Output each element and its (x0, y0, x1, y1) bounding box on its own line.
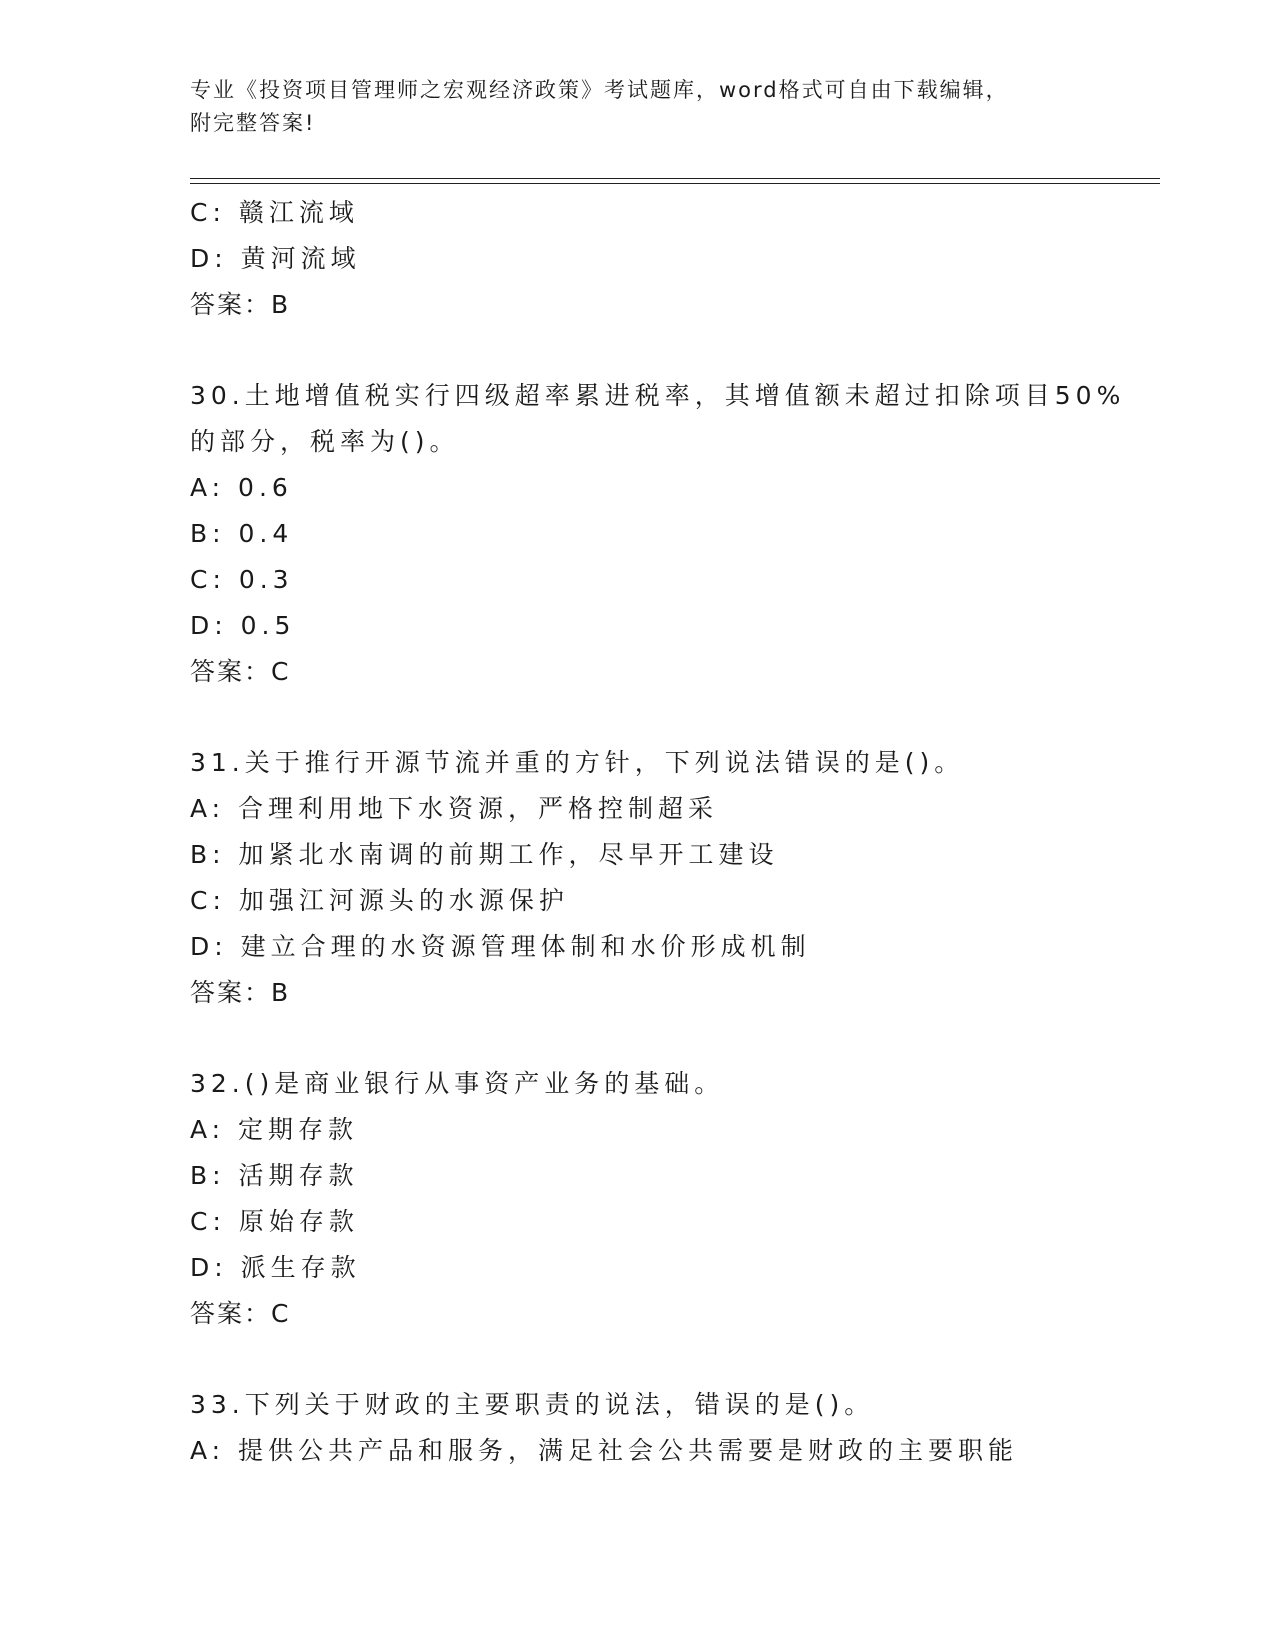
question-30 (190, 373, 1150, 695)
option-b: B: 活期存款 (190, 1161, 359, 1190)
option-c: C: 原始存款 (190, 1207, 359, 1236)
header-line-2: 附完整答案! (190, 111, 316, 135)
question-list (190, 190, 1150, 1474)
spacer (190, 695, 1150, 740)
answer: 答案：B (190, 290, 291, 319)
option-d: D: 0.5 (190, 611, 296, 640)
question-stem-continued: 的部分，税率为()。 (190, 427, 460, 456)
option-b: B: 加紧北水南调的前期工作，尽早开工建设 (190, 840, 779, 869)
answer: 答案：C (190, 657, 291, 686)
question-block-prev (190, 190, 1150, 328)
answer: 答案：B (190, 978, 291, 1007)
spacer (190, 1016, 1150, 1061)
option-d: D: 建立合理的水资源管理体制和水价形成机制 (190, 932, 811, 961)
question-32 (190, 1061, 1150, 1337)
answer: 答案：C (190, 1299, 291, 1328)
option-a: A: 0.6 (190, 473, 293, 502)
option-a: A: 提供公共产品和服务，满足社会公共需要是财政的主要职能 (190, 1436, 1019, 1465)
option-b: B: 0.4 (190, 519, 294, 548)
header-rule-bottom (190, 183, 1160, 184)
spacer (190, 328, 1150, 373)
option-c: C: 加强江河源头的水源保护 (190, 886, 569, 915)
header-rule-top (190, 178, 1160, 179)
question-stem: 33.下列关于财政的主要职责的说法，错误的是()。 (190, 1390, 875, 1419)
question-31 (190, 740, 1150, 1016)
question-stem: 32.()是商业银行从事资产业务的基础。 (190, 1069, 725, 1098)
option-c: C: 0.3 (190, 565, 294, 594)
option-a: A: 合理利用地下水资源，严格控制超采 (190, 794, 719, 823)
question-33 (190, 1382, 1150, 1474)
question-stem: 30.土地增值税实行四级超率累进税率，其增值额未超过扣除项目50% (190, 381, 1126, 410)
question-stem: 31.关于推行开源节流并重的方针，下列说法错误的是()。 (190, 748, 965, 777)
option-c: C: 赣江流域 (190, 198, 359, 227)
spacer (190, 1337, 1150, 1382)
option-d: D: 黄河流域 (190, 244, 361, 273)
option-d: D: 派生存款 (190, 1253, 361, 1282)
header-line-1: 专业《投资项目管理师之宏观经济政策》考试题库，word格式可自由下载编辑， (190, 78, 1009, 102)
document-header (190, 74, 1090, 140)
option-a: A: 定期存款 (190, 1115, 359, 1144)
